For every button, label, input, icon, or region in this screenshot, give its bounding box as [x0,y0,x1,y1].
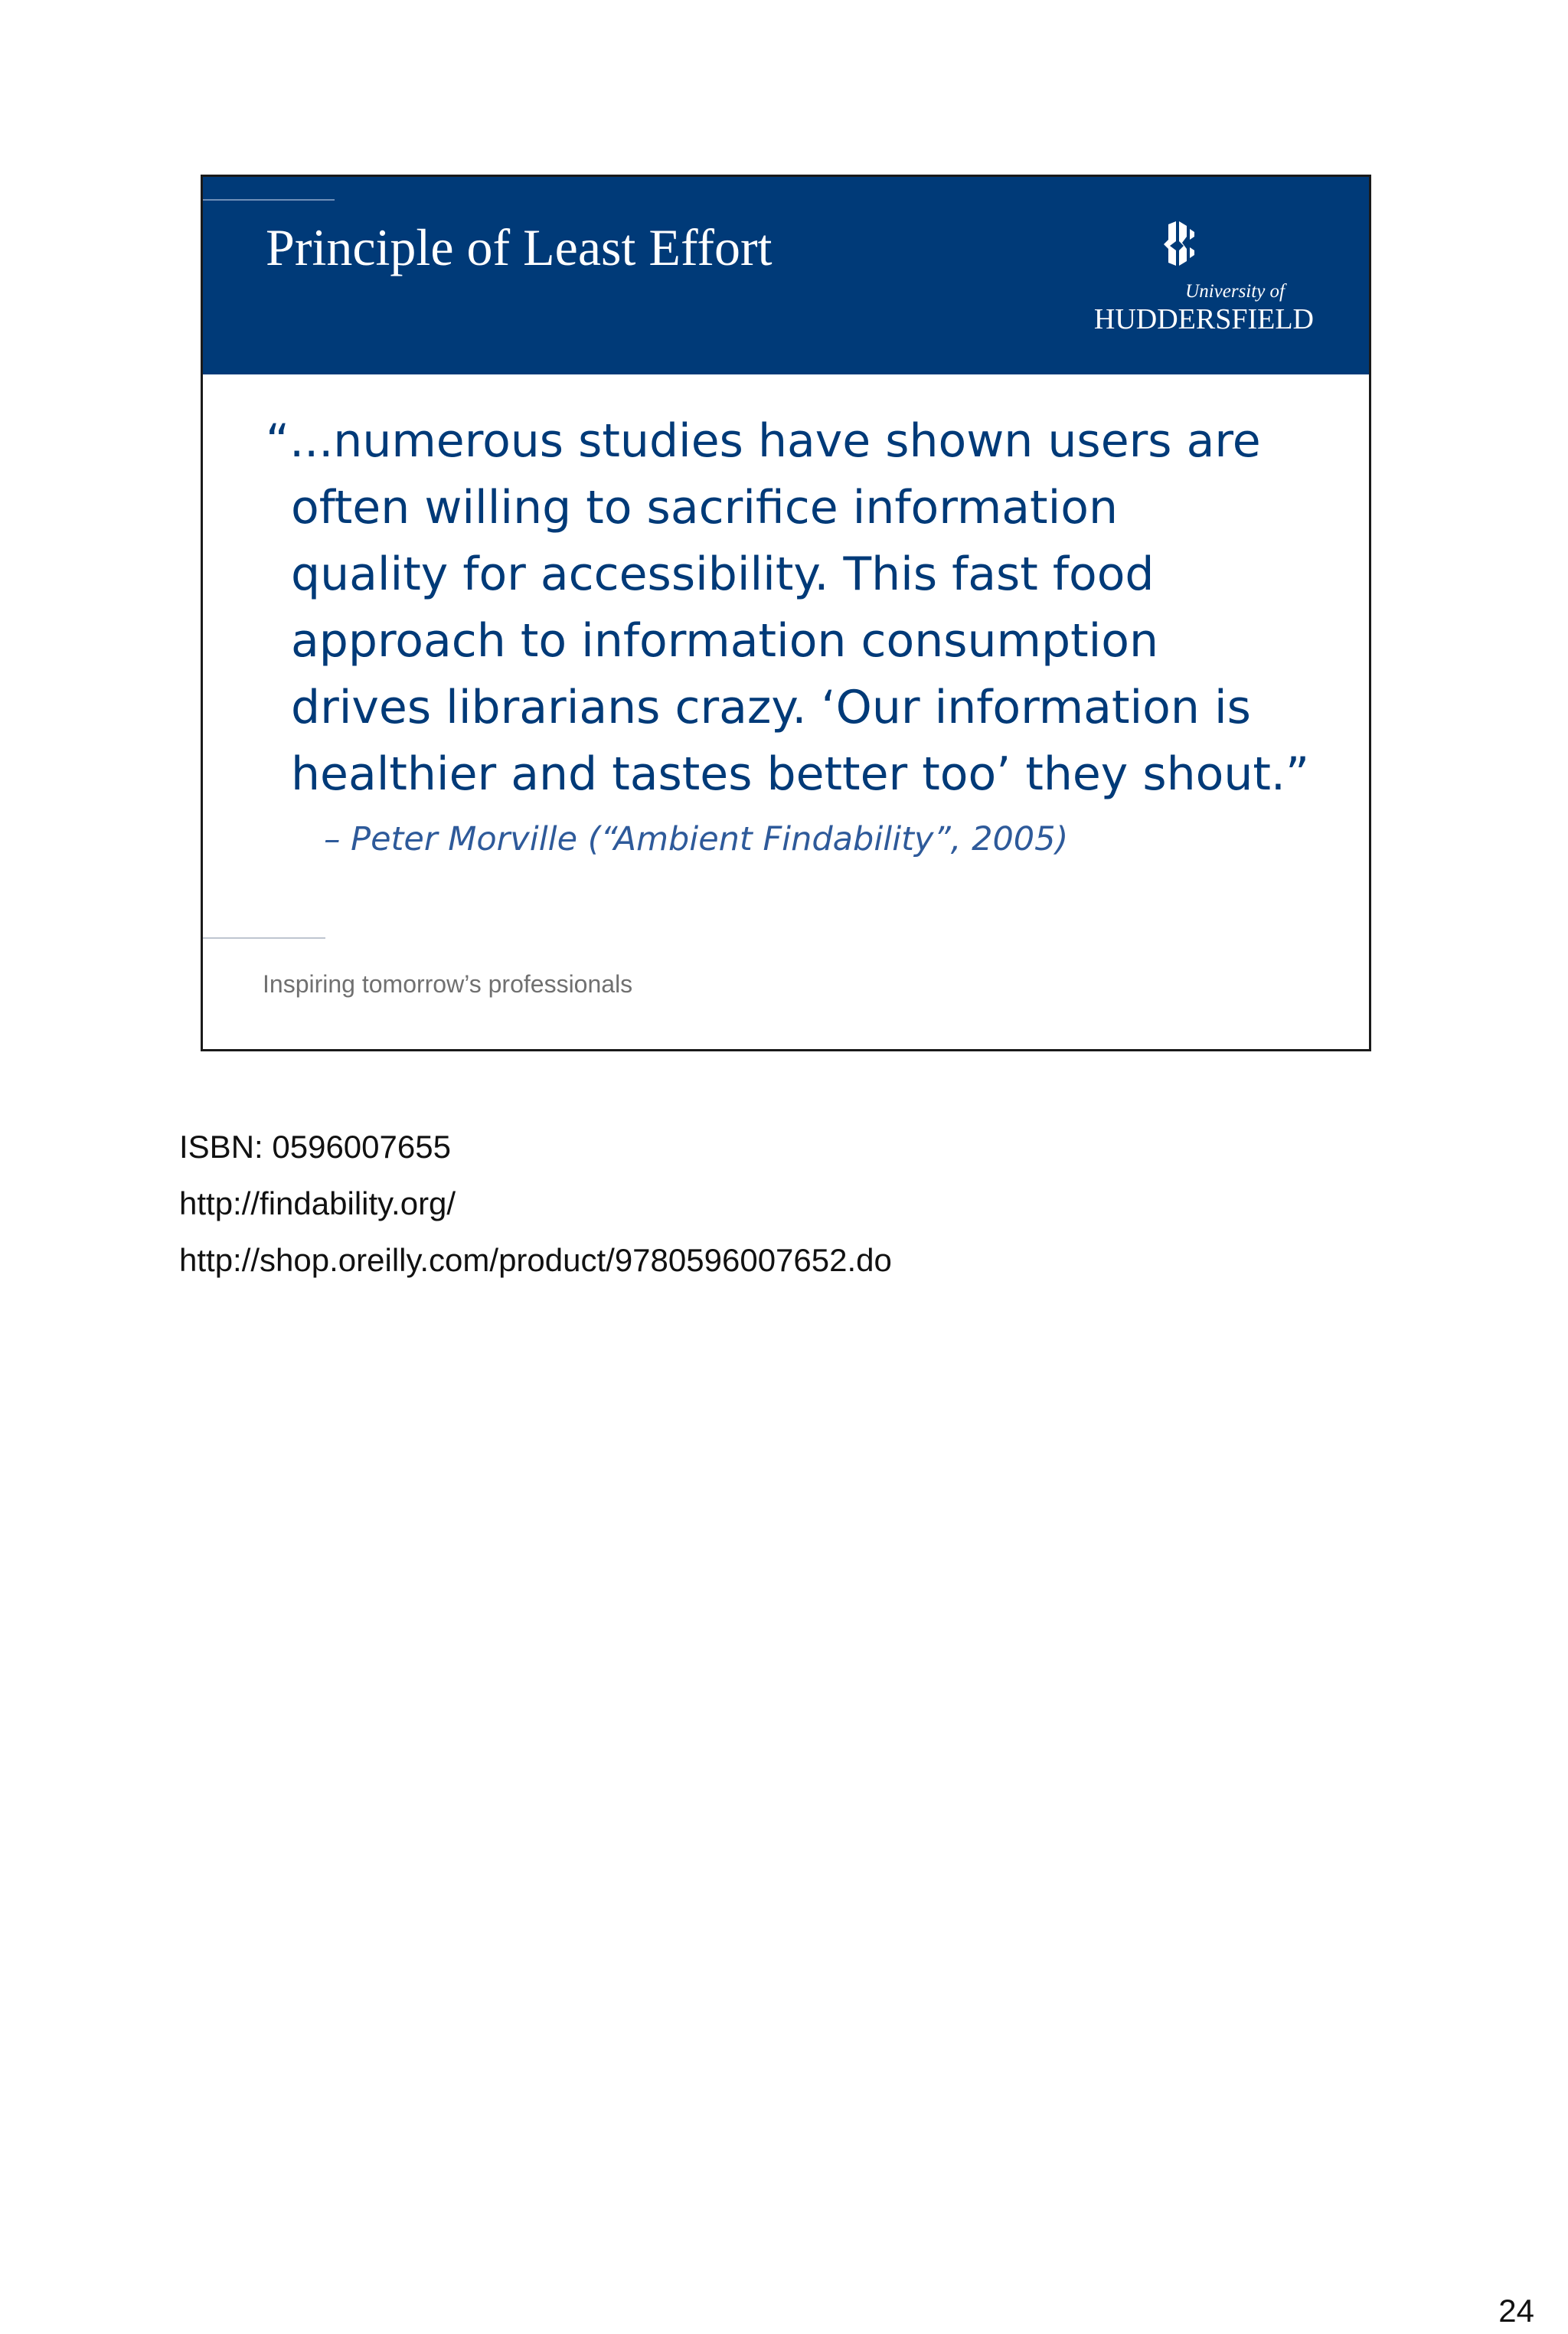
note-isbn: ISBN: 0596007655 [179,1129,451,1165]
slide-header [203,177,1369,374]
logo-text-university-of: University of [1185,281,1285,302]
university-crest-icon [1161,220,1197,267]
quote-line: often willing to sacrifice information [291,481,1118,534]
slide-quote [266,408,1338,808]
quote-line: quality for accessibility. This fast food [291,548,1155,601]
header-accent-line [203,199,335,201]
page-number: 24 [1498,2293,1534,2329]
footer-accent-line [203,937,325,939]
note-link-findability[interactable]: http://findability.org/ [179,1185,456,1221]
slide-thumbnail [201,175,1371,1051]
slide-footer-tagline: Inspiring tomorrow’s professionals [263,970,633,998]
note-link-oreilly[interactable]: http://shop.oreilly.com/product/9780596007652.do [179,1242,892,1278]
speaker-notes [179,1126,892,1296]
quote-line: approach to information consumption [291,614,1158,668]
quote-attribution: – Peter Morville (“Ambient Findability”, 2005) [324,820,1069,858]
quote-line: healthier and tastes better too’ they shout.” [291,747,1310,801]
quote-line: “...numerous studies have shown users are [266,414,1261,468]
logo-text-huddersfield: HUDDERSFIELD [1093,303,1314,335]
quote-line: drives librarians crazy. ‘Our information is [291,681,1251,734]
slide-title: Principle of Least Effort [266,218,773,276]
